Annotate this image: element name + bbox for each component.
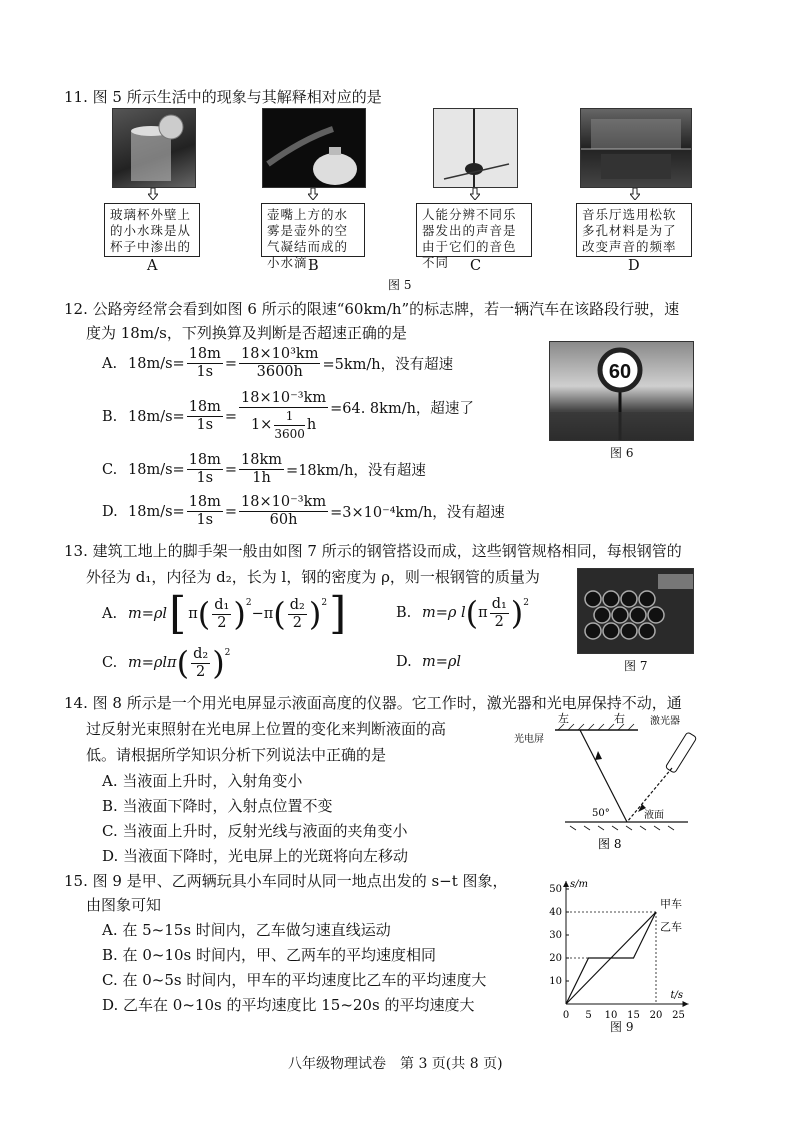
q14-option-b: B. 当液面下降时，入射点位置不变	[102, 797, 333, 815]
photo-erhu	[433, 108, 518, 188]
sign-speed-text: 60	[608, 361, 632, 383]
x-axis-arrow-icon	[683, 1001, 689, 1007]
series-label-1: 甲车	[660, 897, 682, 911]
series-label-2: 乙车	[660, 920, 682, 934]
label-c: C	[470, 258, 482, 274]
q15-stem-line2: 由图象可知	[86, 896, 162, 914]
q15-stem-line1: 15. 图 9 是甲、乙两辆玩具小车同时从同一地点出发的 s−t 图象，	[64, 872, 508, 890]
page-footer: 八年级物理试卷 第 3 页(共 8 页)	[288, 1056, 503, 1072]
erhu-picture	[434, 109, 517, 187]
y-tick-label: 40	[549, 907, 562, 918]
q13-option-c: C. m=ρlπ ( $\frac{\text{d₂}}{2}$ ) $^2$	[102, 644, 231, 682]
caption-c: 人能分辨不同乐器发出的声音是由于它们的音色不同	[416, 203, 532, 257]
figure-8-diagram	[510, 712, 700, 860]
arrow-down-icon	[470, 188, 480, 200]
q13-stem-line2: 外径为 d₁，内径为 d₂，长为 l，钢的密度为 ρ，则一根钢管的质量为	[86, 568, 540, 586]
q14-stem-line1: 14. 图 8 所示是一个用光电屏显示液面高度的仪器。它工作时，激光器和光电屏保持不动，通	[64, 694, 682, 712]
figure-6-caption: 图 6	[610, 446, 634, 460]
q13-option-b: B. m=ρ l ( π $\frac{\text{d₁}}{2}$ ) $^2$	[396, 594, 530, 632]
arrow-down-icon	[630, 188, 640, 200]
q15-option-d: D. 乙车在 0~10s 的平均速度比 15~20s 的平均速度大	[102, 996, 475, 1014]
arrow-down-icon	[308, 188, 318, 200]
x-tick-label: 25	[672, 1010, 685, 1021]
x-tick-label: 20	[649, 1010, 663, 1021]
liquid-hatch	[570, 826, 674, 830]
figure-8-caption: 图 8	[598, 837, 622, 851]
caption-a: 玻璃杯外壁上的小水珠是从杯子中渗出的	[104, 203, 200, 257]
pipes-picture	[578, 569, 693, 653]
q12-option-d: D. 18m/s= $\frac{18m}{1s}$ = $\frac{\text{18×10⁻³km}}{60h}$ =3×10⁻⁴km/h，没有超速	[102, 494, 505, 528]
label-b: B	[308, 258, 319, 274]
label-right: 右	[614, 712, 625, 725]
q12-stem-line1: 12. 公路旁经常会看到如图 6 所示的限速“60km/h”的标志牌，若一辆汽车在该路段行驶，速	[64, 300, 680, 318]
label-laser: 激光器	[650, 716, 680, 727]
y-tick-label: 30	[549, 930, 562, 941]
reflected-arrow	[595, 751, 602, 760]
q13-option-a: A. m=ρl [ π ( $\frac{\text{d₁}}{2}$ ) $^2$ − π ( $\frac{\text{d₂}}{2}$ ) $^2$ ]	[102, 588, 347, 639]
x-tick-label: 0	[562, 1010, 570, 1021]
bracket-right: ]	[329, 588, 347, 639]
q12-option-c: C. 18m/s= $\frac{18m}{1s}$ = $\frac{18km}{1h}$ =18km/h，没有超速	[102, 452, 426, 486]
q12-stem-line2: 度为 18m/s，下列换算及判断是否超速正确的是	[86, 324, 407, 342]
q12-option-a: A. 18m/s= $\frac{18m}{1s}$ = $\frac{\text{18×10³km}}{3600h}$ =5km/h，没有超速	[102, 346, 454, 380]
kettle-picture	[263, 109, 365, 187]
y-axis-label: s/m	[570, 879, 588, 890]
q11-stem: 11. 图 5 所示生活中的现象与其解释相对应的是	[64, 88, 382, 106]
q12-option-b: B. 18m/s= $\frac{18m}{1s}$ = 18×10⁻³km 1× $\frac{1}{3600}$ h =64. 8km/h，超速了	[102, 390, 474, 441]
figure-9-caption: 图 9	[610, 1020, 634, 1034]
caption-d: 音乐厅选用松软多孔材料是为了改变声音的频率	[576, 203, 692, 257]
x-tick-label: 10	[604, 1010, 618, 1021]
q14-option-c: C. 当液面上升时，反射光线与液面的夹角变小	[102, 822, 408, 840]
photo-glass	[112, 108, 196, 188]
laser-device	[665, 732, 697, 773]
photo-concert-hall	[580, 108, 692, 188]
x-axis-label: t/s	[670, 990, 684, 1001]
y-axis-arrow-icon	[563, 881, 569, 887]
y-tick-label: 50	[549, 884, 562, 895]
q15-option-a: A. 在 5~15s 时间内，乙车做匀速直线运动	[102, 921, 391, 939]
label-a: A	[147, 258, 158, 274]
q15-option-c: C. 在 0~5s 时间内，甲车的平均速度比乙车的平均速度大	[102, 971, 487, 989]
hall-picture	[581, 109, 691, 187]
q15-option-b: B. 在 0~10s 时间内，甲、乙两车的平均速度相同	[102, 946, 436, 964]
q14-option-a: A. 当液面上升时，入射角变小	[102, 772, 303, 790]
arrow-down-icon	[148, 188, 158, 200]
q14-stem-line2: 过反射光束照射在光电屏上位置的变化来判断液面的高	[86, 720, 447, 738]
bracket-left: [	[169, 588, 187, 639]
label-liquid: 液面	[644, 810, 664, 821]
q14-stem-line3: 低。请根据所学知识分析下列说法中正确的是	[86, 746, 387, 764]
glass-picture	[113, 109, 195, 187]
label-screen: 光电屏	[514, 734, 544, 745]
q13-stem-line1: 13. 建筑工地上的脚手架一般由如图 7 所示的钢管搭设而成，这些钢管规格相同，每根钢管的	[64, 542, 682, 560]
figure-7-caption: 图 7	[624, 659, 648, 673]
q13-option-d: D. m=ρl	[396, 654, 462, 670]
x-tick-label: 15	[627, 1010, 640, 1021]
q14-option-d: D. 当液面下降时，光电屏上的光斑将向左移动	[102, 847, 409, 865]
photo-speed-sign	[549, 341, 694, 441]
label-d: D	[628, 258, 640, 274]
figure-9-chart	[540, 866, 700, 1034]
figure-5-caption: 图 5	[388, 278, 412, 292]
label-left: 左	[558, 712, 569, 725]
speed-limit-sign-picture	[550, 342, 693, 440]
y-tick-label: 10	[549, 976, 562, 987]
y-tick-label: 20	[549, 953, 562, 964]
x-tick-label: 5	[585, 1010, 592, 1021]
photo-kettle	[262, 108, 366, 188]
photo-steel-pipes	[577, 568, 694, 654]
label-angle: 50°	[592, 808, 610, 819]
caption-b: 壶嘴上方的水雾是壶外的空气凝结而成的小水滴	[261, 203, 365, 257]
